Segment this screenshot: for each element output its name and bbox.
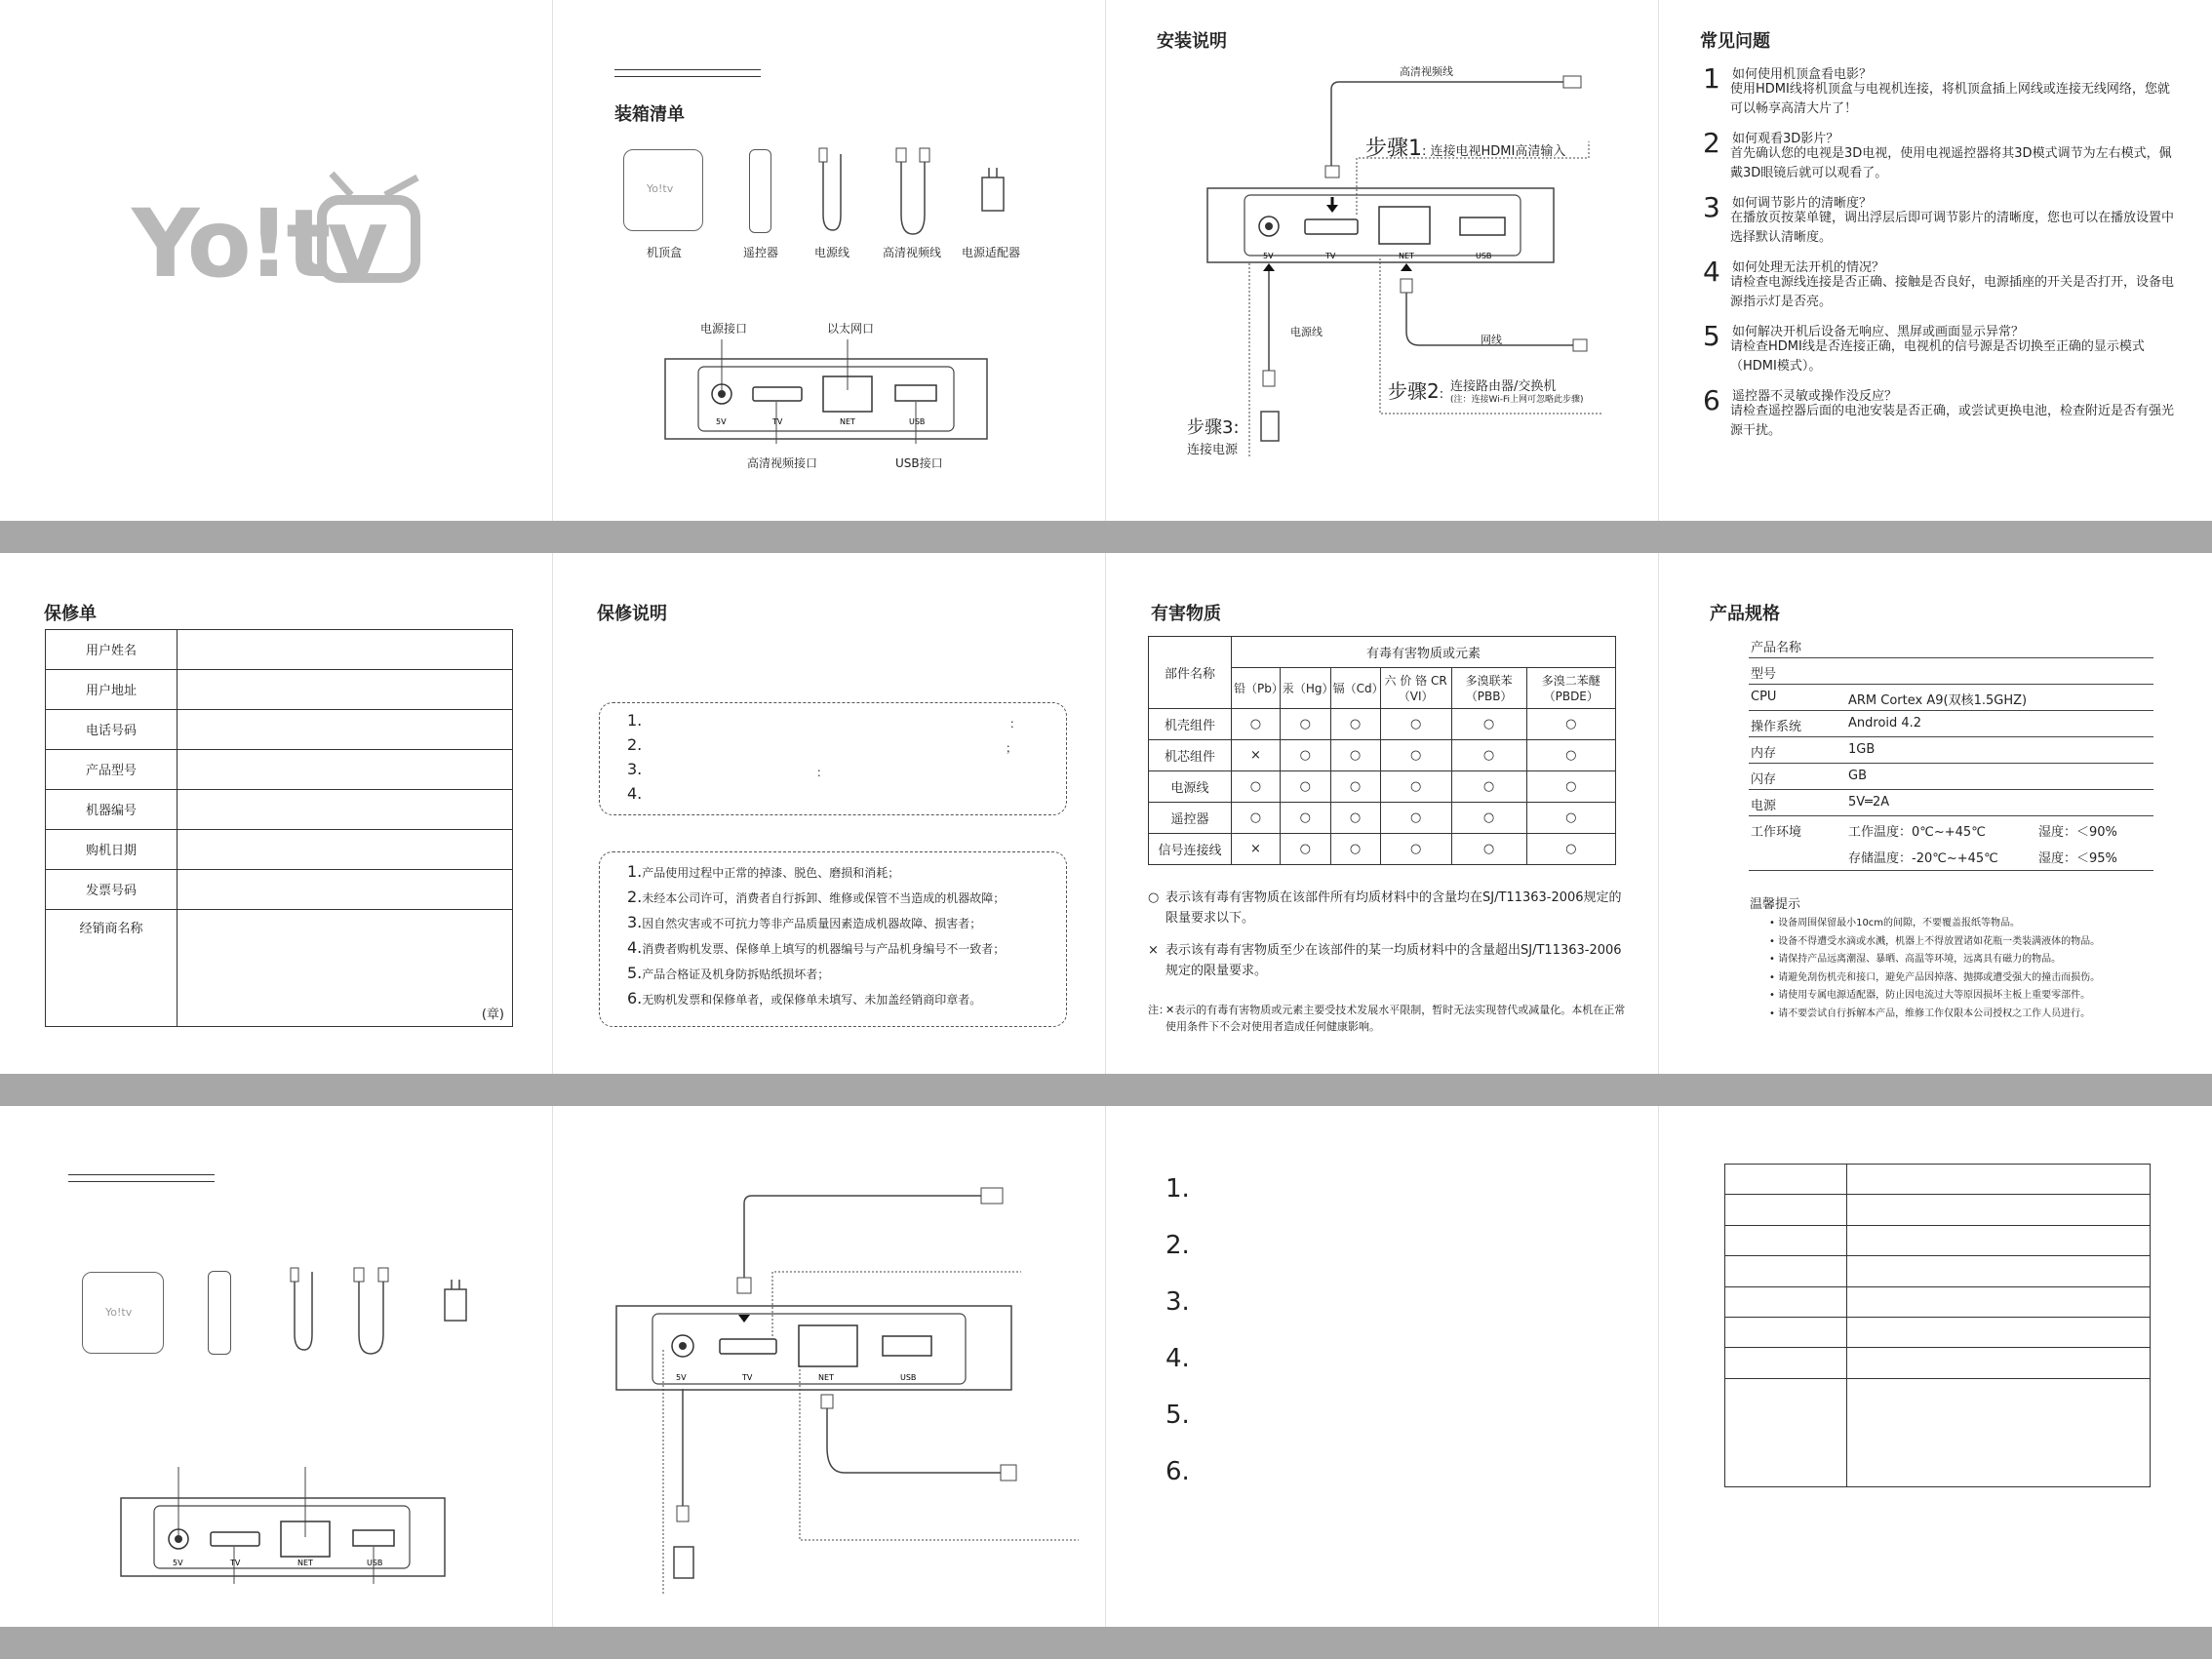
en-spec-table	[1724, 1164, 2151, 1487]
hz-cell: ○	[1451, 740, 1526, 771]
en-spec-key	[1725, 1165, 1847, 1195]
warranty-label: 产品型号	[46, 750, 178, 790]
list-number: 2.	[627, 888, 643, 906]
faq-question: 如何观看3D影片？	[1732, 132, 1839, 146]
hz-cell: ○	[1451, 771, 1526, 803]
back-panel-diagram	[552, 332, 1104, 478]
hz-cell: ○	[1330, 740, 1380, 771]
table-row	[1725, 1165, 2151, 1195]
faq-number: 4	[1703, 256, 1720, 288]
hz-cell: ○	[1280, 771, 1330, 803]
list-number: 4.	[627, 938, 643, 957]
hz-row-name: 电源线	[1149, 771, 1232, 803]
tip-item: • 请不要尝试自行拆解本产品，维修工作仅限本公司授权之工作人员进行。	[1769, 1007, 2091, 1019]
warranty-field[interactable]	[178, 630, 513, 670]
step1-text: 连接电视HDMI高清输入	[1430, 144, 1566, 159]
hz-cell: ○	[1526, 740, 1616, 771]
en-port-net: NET	[297, 1559, 313, 1567]
stb-logo: Yo!tv	[647, 182, 674, 195]
hz-cell: ○	[1451, 834, 1526, 865]
table-row	[46, 790, 513, 830]
step3-label: 步骤3:	[1187, 417, 1240, 438]
hz-cell: ○	[1380, 709, 1451, 740]
warranty-field[interactable]	[178, 790, 513, 830]
step2: 步骤2: 连接路由器/交换机 (注：连接Wi-Fi上网可忽略此步骤)	[1388, 375, 1443, 404]
tip-item: • 设备不得遭受水滴或水溅，机器上不得放置诸如花瓶一类装满液体的物品。	[1769, 935, 2101, 947]
list-text: 未经本公司许可，消费者自行拆卸、维修或保管不当造成的机器故障；	[642, 891, 1006, 905]
table-row	[1725, 1317, 2151, 1347]
spec-value: GB	[1848, 769, 1867, 783]
hz-row-name: 遥控器	[1149, 803, 1232, 834]
box1-colon-2: ：	[816, 766, 829, 779]
note-x	[1148, 940, 1626, 981]
spec-value: 5V═2A	[1848, 795, 1890, 810]
power-cable-label: 电源线	[1290, 326, 1323, 338]
tip-item: • 请保持产品远离潮湿、暴晒、高温等环境，远离具有磁力的物品。	[1769, 954, 2062, 965]
en-install-diagram	[552, 1106, 1104, 1627]
box1-item-2: 3.	[627, 760, 643, 778]
table-row	[1725, 1378, 2151, 1486]
spec-row	[1749, 710, 2153, 737]
hz-row-name: 机壳组件	[1149, 709, 1232, 740]
hz-col: 汞（Hg）	[1280, 668, 1330, 709]
en-spec-value[interactable]	[1847, 1225, 2151, 1255]
en-packing-panel	[0, 1106, 552, 1659]
warranty-field[interactable]	[178, 710, 513, 750]
tip-item: • 请使用专属电源适配器，防止因电流过大等原因损坏主板上重要零部件。	[1769, 990, 2091, 1001]
faq-answer: 请检查HDMI线是否连接正确，电视机的信号源是否切换至正确的显示模式（HDMI模式）。	[1730, 339, 2145, 374]
faq-panel	[1658, 0, 2210, 553]
faq-answer: 请检查遥控器后面的电池安装是否正确，或尝试更换电池，检查附近是否有强光源干扰。	[1730, 404, 2175, 438]
tip-text: 设备不得遭受水滴或水溅，机器上不得放置诸如花瓶一类装满液体的物品。	[1778, 935, 2101, 947]
hz-row-name: 信号连接线	[1149, 834, 1232, 865]
list-item: 5.	[1165, 1401, 1190, 1430]
en-spec-value[interactable]	[1847, 1195, 2151, 1225]
list-item: 2.	[1165, 1231, 1190, 1260]
spec-key: 操作系统	[1751, 720, 1802, 734]
faq-number: 1	[1703, 62, 1720, 95]
faq-number: 6	[1703, 384, 1720, 416]
tips-title: 温馨提示	[1750, 897, 1801, 912]
hz-cell: ×	[1232, 740, 1281, 771]
en-spec-key	[1725, 1378, 1847, 1486]
tip-item: • 设备周围保留最小10cm的间隙，不要覆盖报纸等物品。	[1769, 918, 2021, 928]
tip-text: 请使用专属电源适配器，防止因电流过大等原因损坏主板上重要零部件。	[1778, 990, 2091, 1001]
en-install-port-5v: 5V	[676, 1373, 687, 1382]
footnote-head: 注：	[1148, 1004, 1169, 1016]
warranty-desc-panel	[552, 553, 1104, 1106]
en-install-port-tv: TV	[742, 1373, 753, 1382]
logo-text: Yo!tv	[132, 189, 384, 298]
step3	[1187, 414, 1240, 457]
hz-col: 铅（Pb）	[1232, 668, 1281, 709]
step1-label: 步骤1	[1365, 137, 1422, 161]
en-spec-value[interactable]	[1847, 1348, 2151, 1378]
tip-item: • 请避免刮伤机壳和接口，避免产品因掉落、抛掷或遭受强大的撞击而损伤。	[1769, 971, 2101, 983]
list-item	[627, 964, 829, 982]
en-stb-logo: Yo!tv	[105, 1306, 133, 1319]
spec-key: 内存	[1751, 746, 1777, 761]
box1-colon-0: ：	[1009, 717, 1022, 731]
item-label-4: 电源适配器	[962, 246, 1021, 259]
faq-title: 常见问题	[1700, 31, 1770, 52]
warranty-field[interactable]	[178, 670, 513, 710]
box1-item-3: 4.	[627, 784, 643, 803]
table-row	[1725, 1256, 2151, 1286]
table-row	[1149, 834, 1616, 865]
note-x-text: 表示该有毒有害物质至少在该部件的某一均质材料中的含量超出SJ/T11363-2006规定的限量要求。	[1165, 943, 1622, 978]
hazard-title: 有害物质	[1151, 604, 1221, 624]
warranty-label: 经销商名称	[46, 910, 178, 1027]
specs-title: 产品规格	[1710, 604, 1780, 624]
hz-col: 六 价 铬 CR（VI）	[1380, 668, 1451, 709]
box1-colon-1: ；	[1006, 741, 1018, 755]
step2-text: 连接路由器/交换机	[1450, 379, 1557, 394]
hz-cell: ○	[1526, 803, 1616, 834]
list-item	[627, 888, 1005, 906]
title-rule	[614, 69, 761, 77]
install-title: 安装说明	[1157, 31, 1227, 52]
hz-cell: ○	[1380, 740, 1451, 771]
port-usb: USB	[909, 417, 926, 426]
en-port-5v: 5V	[173, 1559, 183, 1567]
list-number: 6.	[627, 989, 643, 1007]
table-row	[46, 670, 513, 710]
table-row	[46, 830, 513, 870]
spec-value: ARM Cortex A9(双核1.5GHZ)	[1848, 693, 2028, 708]
hz-cell: ×	[1232, 834, 1281, 865]
hz-cell: ○	[1380, 834, 1451, 865]
warranty-desc-title: 保修说明	[597, 604, 667, 624]
install-port-5v: 5V	[1263, 252, 1274, 260]
spec-key: 闪存	[1751, 772, 1777, 787]
port-label-power: 电源接口	[700, 322, 748, 336]
step2-label: 步骤2	[1388, 379, 1440, 403]
note-o-text: 表示该有毒有害物质在该部件所有均质材料中的含量均在SJ/T11363-2006规定的限量要求以下。	[1165, 890, 1622, 926]
table-row	[46, 630, 513, 670]
spec-row	[1749, 789, 2153, 816]
port-label-ethernet: 以太网口	[827, 322, 875, 336]
list-text: 产品使用过程中正常的掉漆、脱色、磨损和消耗；	[642, 866, 900, 880]
list-text: 产品合格证及机身防拆贴纸损坏者；	[642, 968, 830, 981]
port-5v: 5V	[716, 417, 727, 426]
hz-cell: ○	[1526, 834, 1616, 865]
install-port-usb: USB	[1476, 252, 1492, 260]
port-label-hdmi: 高清视频接口	[747, 456, 818, 470]
faq-number: 2	[1703, 127, 1720, 159]
item-label-2: 电源线	[814, 246, 850, 259]
en-spec-value[interactable]	[1847, 1378, 2151, 1486]
tip-text: 请不要尝试自行拆解本产品，维修工作仅限本公司授权之工作人员进行。	[1778, 1007, 2091, 1019]
hz-col-part: 部件名称	[1149, 637, 1232, 709]
warranty-card-title: 保修单	[44, 604, 97, 624]
item-label-0: 机顶盒	[647, 246, 683, 259]
env-1: 工作温度：0℃~+45℃	[1848, 825, 1986, 840]
faq-question: 如何处理无法开机的情况？	[1732, 260, 1885, 275]
list-item	[627, 989, 981, 1007]
en-spec-value[interactable]	[1847, 1256, 2151, 1286]
hz-cell: ○	[1232, 709, 1281, 740]
hazard-panel	[1105, 553, 1657, 1106]
seal-text: (章)	[481, 1007, 504, 1022]
table-row	[46, 910, 513, 1027]
en-title-rule	[68, 1174, 215, 1182]
en-spec-panel	[1658, 1106, 2210, 1659]
faq-answer: 首先确认您的电视是3D电视，使用电视遥控器将其3D模式调节为左右模式，佩戴3D眼镜后就可以观看了。	[1730, 146, 2172, 180]
en-spec-key	[1725, 1195, 1847, 1225]
en-port-usb: USB	[367, 1559, 383, 1567]
en-spec-value[interactable]	[1847, 1317, 2151, 1347]
tip-text: 请避免刮伤机壳和接口，避免产品因掉落、抛掷或遭受强大的撞击而损伤。	[1778, 971, 2101, 983]
hz-row-name: 机芯组件	[1149, 740, 1232, 771]
list-item: 6.	[1165, 1457, 1190, 1486]
hz-cell: ○	[1526, 771, 1616, 803]
spec-key: 电源	[1751, 799, 1777, 813]
spec-row	[1749, 657, 2153, 685]
warranty-card-panel	[0, 553, 552, 1106]
table-row	[1725, 1348, 2151, 1378]
hz-cell: ○	[1451, 803, 1526, 834]
en-list-panel	[1105, 1106, 1657, 1659]
table-row	[1725, 1195, 2151, 1225]
spec-key: 产品名称	[1751, 641, 1802, 655]
hz-col: 镉（Cd）	[1330, 668, 1380, 709]
yotv-logo	[0, 0, 552, 521]
en-back-panel	[0, 1457, 552, 1633]
item-label-3: 高清视频线	[883, 246, 942, 259]
install-port-tv: TV	[1325, 252, 1336, 260]
warranty-field[interactable]	[178, 870, 513, 910]
table-row	[1725, 1225, 2151, 1255]
install-port-net: NET	[1399, 252, 1414, 260]
warranty-label: 发票号码	[46, 870, 178, 910]
step1: 步骤1: 连接电视HDMI高清输入	[1365, 137, 1566, 161]
spec-table	[1749, 631, 2153, 943]
note-x-mark: ×	[1148, 943, 1159, 958]
env-2-h: 湿度：＜95%	[2038, 851, 2117, 866]
hz-cell: ○	[1526, 709, 1616, 740]
list-item: 4.	[1165, 1344, 1190, 1373]
env-1-h: 湿度：＜90%	[2038, 825, 2117, 840]
en-spec-key	[1725, 1317, 1847, 1347]
en-spec-key	[1725, 1256, 1847, 1286]
list-text: 因自然灾害或不可抗力等非产品质量因素造成机器故障、损害者；	[642, 917, 982, 930]
spec-key: 型号	[1751, 667, 1777, 682]
list-number: 1.	[627, 862, 643, 881]
faq-question: 如何使用机顶盒看电影？	[1732, 67, 1873, 82]
hz-col: 多溴二苯醚（PBDE）	[1526, 668, 1616, 709]
hz-col-group: 有毒有害物质或元素	[1232, 637, 1616, 668]
step3-text: 连接电源	[1187, 443, 1239, 457]
hz-col: 多溴联苯（PBB）	[1451, 668, 1526, 709]
en-install-panel	[552, 1106, 1104, 1659]
port-label-usb: USB接口	[895, 456, 943, 470]
box1-item-0: 1.	[627, 711, 643, 730]
en-spec-key	[1725, 1286, 1847, 1317]
port-net: NET	[840, 417, 855, 426]
warranty-box-1	[599, 702, 1067, 815]
en-install-port-usb: USB	[900, 1373, 917, 1382]
packing-panel	[552, 0, 1104, 553]
list-number: 5.	[627, 964, 643, 982]
specs-panel	[1658, 553, 2210, 1106]
hz-cell: ○	[1330, 803, 1380, 834]
warranty-field[interactable]	[178, 830, 513, 870]
power-cable-icon	[808, 146, 847, 234]
table-row	[46, 750, 513, 790]
en-spec-key	[1725, 1348, 1847, 1378]
hz-cell: ○	[1232, 771, 1281, 803]
hz-cell: ○	[1330, 834, 1380, 865]
hz-cell: ○	[1451, 709, 1526, 740]
hz-cell: ○	[1232, 803, 1281, 834]
warranty-label: 电话号码	[46, 710, 178, 750]
faq-answer: 使用HDMI线将机顶盒与电视机连接，将机顶盒插上网线或连接无线网络，您就可以畅享高清大片了！	[1730, 82, 2170, 116]
cover-panel	[0, 0, 552, 553]
table-row	[1725, 1286, 2151, 1317]
spec-row	[1749, 763, 2153, 790]
en-spec-key	[1725, 1225, 1847, 1255]
spec-key: CPU	[1751, 690, 1777, 704]
list-item	[627, 913, 981, 931]
table-row	[1149, 709, 1616, 740]
spec-row	[1749, 684, 2153, 711]
faq-question: 如何调节影片的清晰度？	[1732, 196, 1873, 211]
faq-answer: 在播放页按菜单键，调出浮层后即可调节影片的清晰度，您也可以在播放设置中选择默认清晰度。	[1730, 211, 2175, 245]
spec-value: Android 4.2	[1848, 716, 1922, 731]
table-row	[1149, 740, 1616, 771]
faq-number: 5	[1703, 320, 1720, 352]
hz-cell: ○	[1330, 709, 1380, 740]
box1-item-1: 2.	[627, 735, 643, 754]
list-item: 3.	[1165, 1287, 1190, 1317]
faq-question: 如何解决开机后设备无响应、黑屏或画面显示异常？	[1732, 325, 2025, 339]
note-o-mark: ○	[1148, 890, 1160, 905]
item-label-1: 遥控器	[743, 246, 779, 259]
warranty-label: 机器编号	[46, 790, 178, 830]
list-text: 消费者购机发票、保修单上填写的机器编号与产品机身编号不一致者；	[642, 942, 1006, 956]
port-tv: TV	[772, 417, 783, 426]
en-spec-value[interactable]	[1847, 1286, 2151, 1317]
hazard-table	[1148, 636, 1616, 865]
list-item	[627, 862, 899, 881]
env-2: 存储温度：-20℃~+45℃	[1848, 851, 1998, 866]
item-remote	[749, 149, 771, 233]
en-port-tv: TV	[230, 1559, 241, 1567]
hz-cell: ○	[1280, 709, 1330, 740]
spec-row	[1749, 631, 2153, 658]
spec-row	[1749, 736, 2153, 764]
hz-cell: ○	[1280, 834, 1330, 865]
warranty-label: 购机日期	[46, 830, 178, 870]
env-key: 工作环境	[1751, 825, 1802, 840]
warranty-label: 用户地址	[46, 670, 178, 710]
table-row	[46, 870, 513, 910]
faq-question: 遥控器不灵敏或操作没反应？	[1732, 389, 1898, 404]
warranty-box-2	[599, 851, 1067, 1027]
en-cables	[0, 1262, 552, 1379]
table-row	[1149, 771, 1616, 803]
warranty-field[interactable]	[178, 750, 513, 790]
hdmi-cable-label: 高清视频线	[1400, 65, 1453, 78]
hz-cell: ○	[1280, 803, 1330, 834]
adapter-icon	[978, 166, 1007, 224]
hz-cell: ○	[1330, 771, 1380, 803]
hz-cell: ○	[1380, 771, 1451, 803]
install-panel	[1105, 0, 1657, 553]
spec-value: 1GB	[1848, 742, 1876, 757]
step2-note: (注：连接Wi-Fi上网可忽略此步骤)	[1450, 395, 1584, 405]
faq-answer: 请检查电源线连接是否正确、接触是否良好，电源插座的开关是否打开，设备电源指示灯是否亮。	[1730, 275, 2175, 309]
list-number: 3.	[627, 913, 643, 931]
list-item	[627, 938, 1005, 957]
packing-title: 装箱清单	[614, 104, 685, 125]
warranty-table	[45, 629, 513, 1027]
footnote-text: ✕表示的有毒有害物质或元素主要受技术发展水平限制，暂时无法实现替代或减量化。本机在正常使用条件下不会对使用者造成任何健康影响。	[1165, 1004, 1626, 1033]
hazard-footnote	[1148, 1002, 1632, 1035]
hz-cell: ○	[1280, 740, 1330, 771]
note-o	[1148, 888, 1626, 928]
list-text: 无购机发票和保修单者，或保修单未填写、未加盖经销商印章者。	[642, 993, 982, 1007]
spec-env	[1749, 815, 2153, 871]
table-row	[1149, 803, 1616, 834]
tip-text: 设备周围保留最小10cm的间隙，不要覆盖报纸等物品。	[1778, 918, 2021, 928]
faq-number: 3	[1703, 191, 1720, 223]
en-spec-value[interactable]	[1847, 1165, 2151, 1195]
hz-cell: ○	[1380, 803, 1451, 834]
warranty-label: 用户姓名	[46, 630, 178, 670]
warranty-field[interactable]	[178, 910, 513, 1027]
table-row	[46, 710, 513, 750]
tip-text: 请保持产品远离潮湿、暴晒、高温等环境，远离具有磁力的物品。	[1778, 954, 2062, 965]
net-cable-label: 网线	[1481, 334, 1502, 346]
en-install-port-net: NET	[818, 1373, 834, 1382]
list-item: 1.	[1165, 1174, 1190, 1204]
hdmi-cable-icon	[890, 146, 939, 239]
